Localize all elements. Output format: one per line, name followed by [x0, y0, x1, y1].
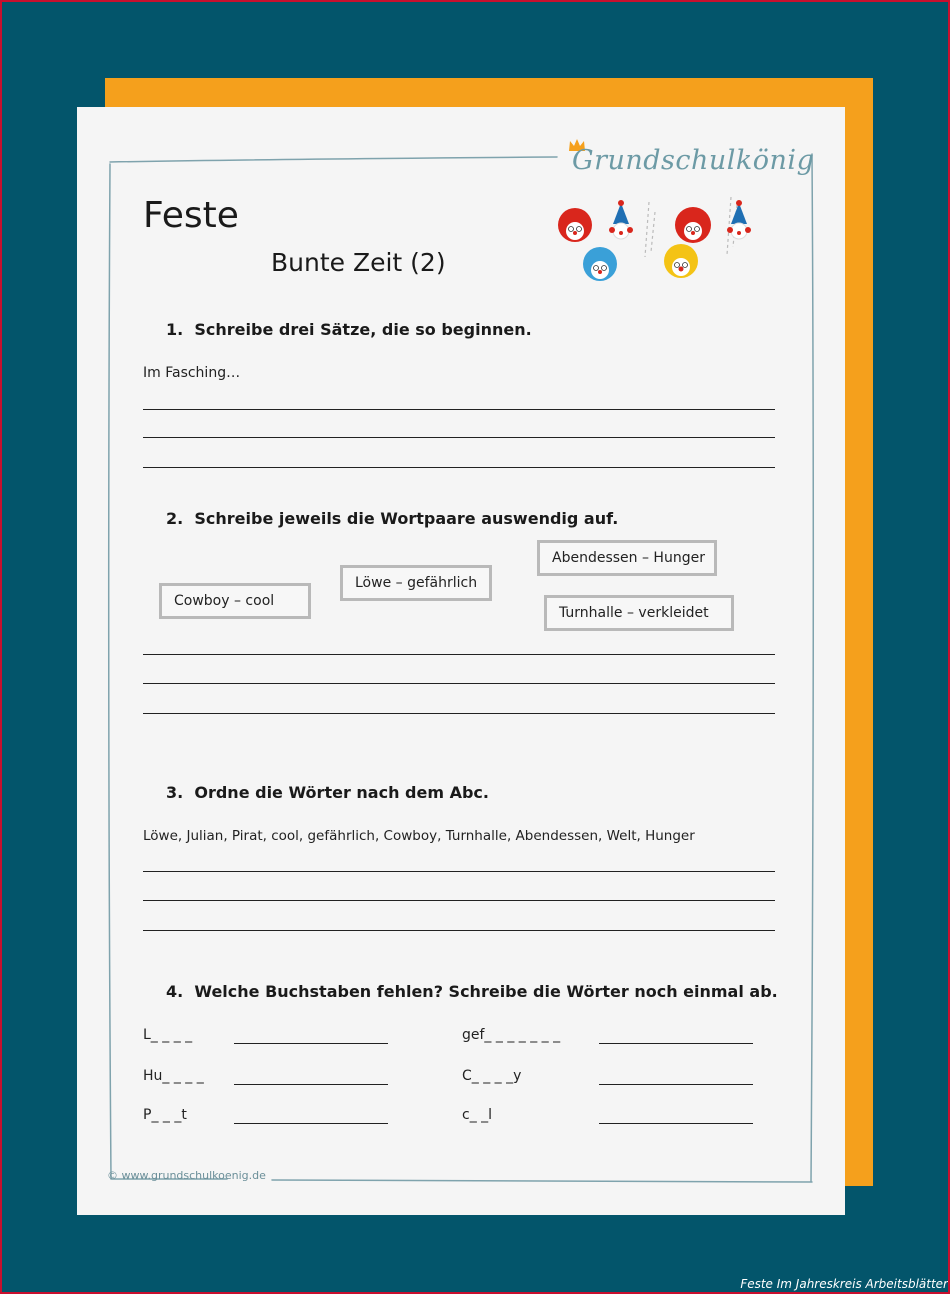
clown-red-icon — [675, 207, 711, 243]
task1-number: 1. — [166, 320, 184, 339]
gap-word: P_ _ _t — [143, 1107, 187, 1123]
clown-blue-icon — [583, 247, 617, 281]
clown-red-icon — [558, 208, 592, 242]
worksheet-title: Feste — [143, 195, 239, 236]
task3-number: 3. — [166, 783, 184, 802]
writing-line[interactable] — [143, 437, 775, 438]
clown-hat-icon — [609, 200, 633, 239]
answer-line[interactable] — [234, 1123, 388, 1124]
word-pair-box: Turnhalle – verkleidet — [544, 595, 734, 631]
task2-instruction: Schreibe jeweils die Wortpaare auswendig auf. — [194, 509, 619, 528]
worksheet-page — [77, 107, 845, 1215]
gap-word: c_ _l — [462, 1107, 493, 1123]
gap-word: gef_ _ _ _ _ _ _ — [462, 1027, 561, 1043]
answer-line[interactable] — [599, 1084, 753, 1085]
task4-instruction: Welche Buchstaben fehlen? Schreibe die Wörter noch einmal ab. — [194, 982, 778, 1001]
word-pair-box: Cowboy – cool — [159, 583, 311, 619]
task3-instruction: Ordne die Wörter nach dem Abc. — [194, 783, 489, 802]
gap-word: Hu_ _ _ _ — [143, 1068, 204, 1084]
clown-decoration — [549, 197, 789, 292]
brand-logo-text: Grundschulkönig — [572, 145, 815, 176]
task1-heading — [166, 320, 532, 339]
task2-heading — [166, 509, 618, 528]
image-caption: Feste Im Jahreskreis Arbeitsblätter — [740, 1277, 948, 1291]
task4-heading — [166, 982, 778, 1001]
writing-line[interactable] — [143, 930, 775, 931]
gap-word: L_ _ _ _ — [143, 1027, 193, 1043]
worksheet-subtitle: Bunte Zeit (2) — [271, 248, 446, 277]
writing-line[interactable] — [143, 871, 775, 872]
writing-line[interactable] — [143, 683, 775, 684]
answer-line[interactable] — [599, 1043, 753, 1044]
task3-heading — [166, 783, 489, 802]
answer-line[interactable] — [234, 1084, 388, 1085]
task2-number: 2. — [166, 509, 184, 528]
task1-instruction: Schreibe drei Sätze, die so beginnen. — [194, 320, 532, 339]
task4-number: 4. — [166, 982, 184, 1001]
clown-yellow-icon — [664, 244, 698, 278]
answer-line[interactable] — [599, 1123, 753, 1124]
copyright-footer: © www.grundschulkoenig.de — [107, 1169, 266, 1182]
answer-line[interactable] — [234, 1043, 388, 1044]
task3-word-list: Löwe, Julian, Pirat, cool, gefährlich, Cowboy, Turnhalle, Abendessen, Welt, Hunger — [143, 828, 695, 844]
writing-line[interactable] — [143, 409, 775, 410]
word-pair-box: Löwe – gefährlich — [340, 565, 492, 601]
word-pair-box: Abendessen – Hunger — [537, 540, 717, 576]
writing-line[interactable] — [143, 654, 775, 655]
writing-line[interactable] — [143, 467, 775, 468]
gap-word: C_ _ _ _y — [462, 1068, 522, 1084]
writing-line[interactable] — [143, 713, 775, 714]
writing-line[interactable] — [143, 900, 775, 901]
task1-prompt: Im Fasching… — [143, 365, 241, 381]
